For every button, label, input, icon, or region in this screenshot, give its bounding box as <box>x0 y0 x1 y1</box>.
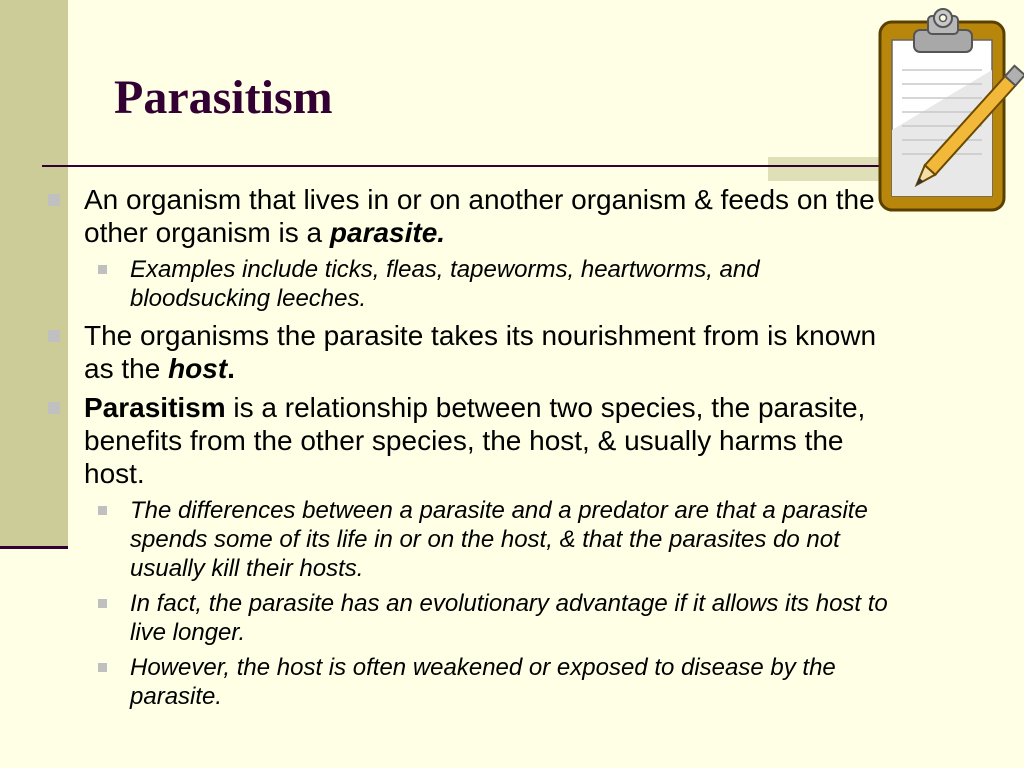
bullet-item <box>42 391 902 490</box>
bullet-text: The organisms the parasite takes its nourishment from is known as the <box>84 320 877 384</box>
sub-bullet-marker <box>98 265 107 274</box>
bullet-item <box>42 183 902 249</box>
sub-bullet-item <box>42 255 902 313</box>
keyword-parasitism: Parasitism <box>84 392 226 423</box>
bullet-item <box>42 319 902 385</box>
bullet-text: is a relationship between two species, the parasite, benefits from the other species, the host, & usually harms the host. <box>84 392 866 489</box>
sub-bullet-item <box>42 496 902 583</box>
bullet-list <box>42 183 902 717</box>
sub-bullet-item <box>42 589 902 647</box>
sub-bullet-text: The differences between a parasite and a predator are that a parasite spends some of its life in or on the host, & that the parasites do not usually kill their hosts. <box>130 497 868 582</box>
bullet-marker <box>48 194 60 206</box>
slide-title: Parasitism <box>114 71 333 124</box>
sub-bullet-marker <box>98 663 107 672</box>
keyword-host: host <box>168 353 228 384</box>
sub-bullet-item <box>42 653 902 711</box>
sub-bullet-text: Examples include ticks, fleas, tapeworms, heartworms, and bloodsucking leeches. <box>130 256 760 312</box>
sub-bullet-text: In fact, the parasite has an evolutionary advantage if it allows its host to live longer. <box>130 590 888 646</box>
sub-bullet-marker <box>98 599 107 608</box>
bullet-text: An organism that lives in or on another organism & feeds on the other organism is a <box>84 184 875 248</box>
bullet-marker <box>48 402 60 414</box>
sub-bullet-marker <box>98 506 107 515</box>
title-rule <box>42 165 892 167</box>
bullet-marker <box>48 330 60 342</box>
bullet-tail: . <box>227 353 235 384</box>
sub-bullet-text: However, the host is often weakened or exposed to disease by the parasite. <box>130 654 836 710</box>
keyword-parasite: parasite. <box>329 217 446 248</box>
